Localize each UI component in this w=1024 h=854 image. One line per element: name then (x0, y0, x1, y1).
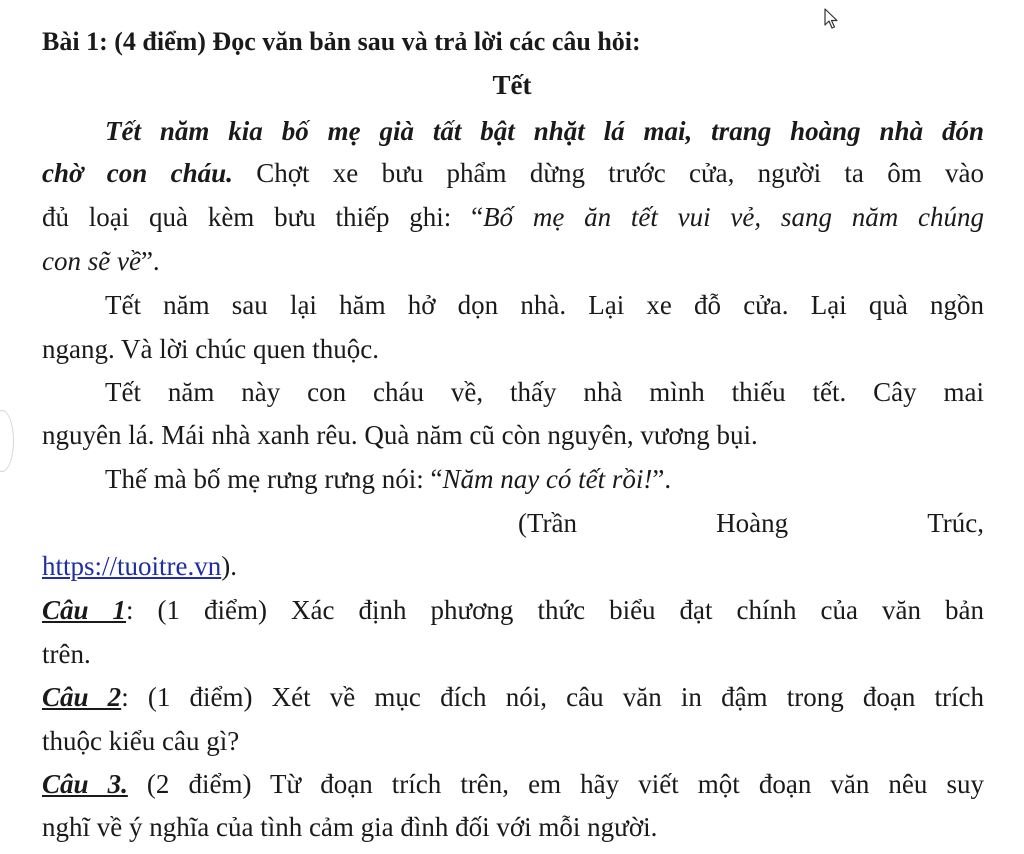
question-1 (42, 589, 984, 632)
para1-line1 (105, 110, 984, 153)
bold-sentence-part2: chờ con cháu. (42, 158, 233, 188)
para1-line4 (42, 240, 984, 283)
question-2-cont: thuộc kiểu câu gì? (42, 726, 240, 756)
parents-quote: Năm nay có tết rồi! (442, 464, 653, 494)
para2-line1: Tết năm sau lại hăm hở dọn nhà. Lại xe đỗ cửa. Lại quà ngồn (105, 290, 984, 320)
para1-line2 (42, 152, 984, 195)
question-label: Câu 3. (42, 769, 128, 799)
quote-close: ”. (140, 246, 160, 276)
question-3-cont: nghĩ về ý nghĩa của tình cảm gia đình đối với mỗi người. (42, 812, 658, 842)
passage-title: Tết (492, 70, 532, 100)
para2-line2: ngang. Và lời chúc quen thuộc. (42, 334, 379, 364)
question-3 (42, 763, 984, 806)
source-end: ). (221, 551, 237, 581)
source-citation (518, 502, 984, 545)
source-word: Trúc, (927, 508, 984, 538)
para4-text: Thế mà bố mẹ rưng rưng nói: “ (105, 464, 443, 494)
para1-line3 (42, 196, 984, 239)
question-1-cont: trên. (42, 639, 91, 669)
quote-close: ”. (652, 464, 672, 494)
question-label: Câu 1 (42, 595, 127, 625)
question-text: (2 điểm) Từ đoạn trích trên, em hãy viết một đoạn văn nêu suy (127, 769, 984, 799)
question-text: : (1 điểm) Xét về mục đích nói, câu văn in đậm trong đoạn trích (121, 682, 984, 712)
source-link[interactable]: https://tuoitre.vn (42, 551, 222, 581)
source-link-line (42, 545, 984, 588)
exercise-heading: Bài 1: (4 điểm) Đọc văn bản sau và trả lời các câu hỏi: (42, 27, 641, 56)
postcard-quote: Bố mẹ ăn tết vui vẻ, sang năm chúng (483, 202, 984, 232)
para3-line2: nguyên lá. Mái nhà xanh rêu. Quà năm cũ còn nguyên, vương bụi. (42, 420, 758, 450)
para3-line1: Tết năm này con cháu về, thấy nhà mình thiếu tết. Cây mai (105, 377, 984, 407)
para4-line1 (105, 458, 1024, 501)
source-word: (Trần (518, 508, 578, 538)
question-2 (42, 676, 984, 719)
bold-sentence-part1: Tết năm kia bố mẹ già tất bật nhặt lá mai, trang hoàng nhà đón (105, 116, 984, 146)
question-text: : (1 điểm) Xác định phương thức biểu đạt chính của văn bản (126, 595, 984, 625)
source-word: Hoàng (716, 508, 789, 538)
question-label: Câu 2 (42, 682, 122, 712)
edge-shape (0, 410, 14, 472)
para1-text: đủ loại quà kèm bưu thiếp ghi: “ (42, 202, 484, 232)
postcard-quote-end: con sẽ về (42, 246, 141, 276)
para1-text: Chợt xe bưu phẩm dừng trước cửa, người ta ôm vào (232, 158, 984, 188)
mouse-pointer-icon (824, 8, 840, 30)
